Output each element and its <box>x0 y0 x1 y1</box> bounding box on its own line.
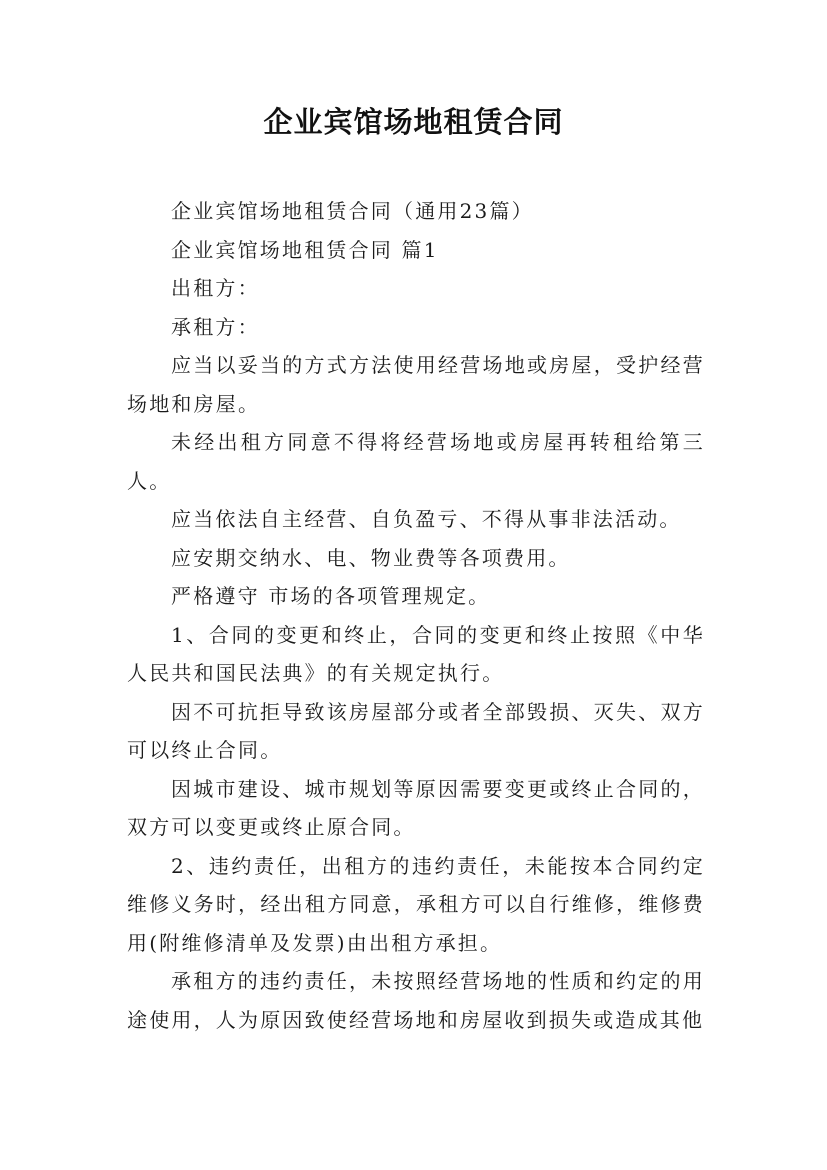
paragraph: 未经出租方同意不得将经营场地或房屋再转租给第三人。 <box>127 430 705 493</box>
paragraph: 2、违约责任，出租方的违约责任，未能按本合同约定维修义务时，经出租方同意，承租方可以自行维修，维修费用(附维修清单及发票)由出租方承担。 <box>127 853 705 955</box>
paragraph: 应安期交纳水、电、物业费等各项费用。 <box>171 545 571 570</box>
paragraph: 因城市建设、城市规划等原因需要变更或终止合同的，双方可以变更或终止原合同。 <box>127 776 705 839</box>
paragraph: 承租方的违约责任，未按照经营场地的性质和约定的用途使用，人为原因致使经营场地和房屋收到损失或造成其他 <box>127 969 705 1032</box>
paragraph: 应当以妥当的方式方法使用经营场地或房屋，受护经营场地和房屋。 <box>127 353 705 416</box>
paragraph-subtitle: 企业宾馆场地租赁合同（通用23篇） <box>171 199 534 223</box>
document-body <box>127 192 705 1039</box>
paragraph: 严格遵守 市场的各项管理规定。 <box>171 584 491 608</box>
paragraph: 1、合同的变更和终止，合同的变更和终止按照《中华人民共和国民法典》的有关规定执行。 <box>127 622 705 685</box>
document-title: 企业宾馆场地租赁合同 <box>263 105 564 139</box>
paragraph: 因不可抗拒导致该房屋部分或者全部毁损、灭失、双方可以终止合同。 <box>127 699 705 762</box>
paragraph-lessee: 承租方： <box>171 314 260 339</box>
paragraph-lessor: 出租方： <box>171 276 260 300</box>
paragraph: 应当依法自主经营、自负盈亏、不得从事非法活动。 <box>171 507 682 531</box>
paragraph-chapter-heading: 企业宾馆场地租赁合同 篇1 <box>171 237 439 262</box>
